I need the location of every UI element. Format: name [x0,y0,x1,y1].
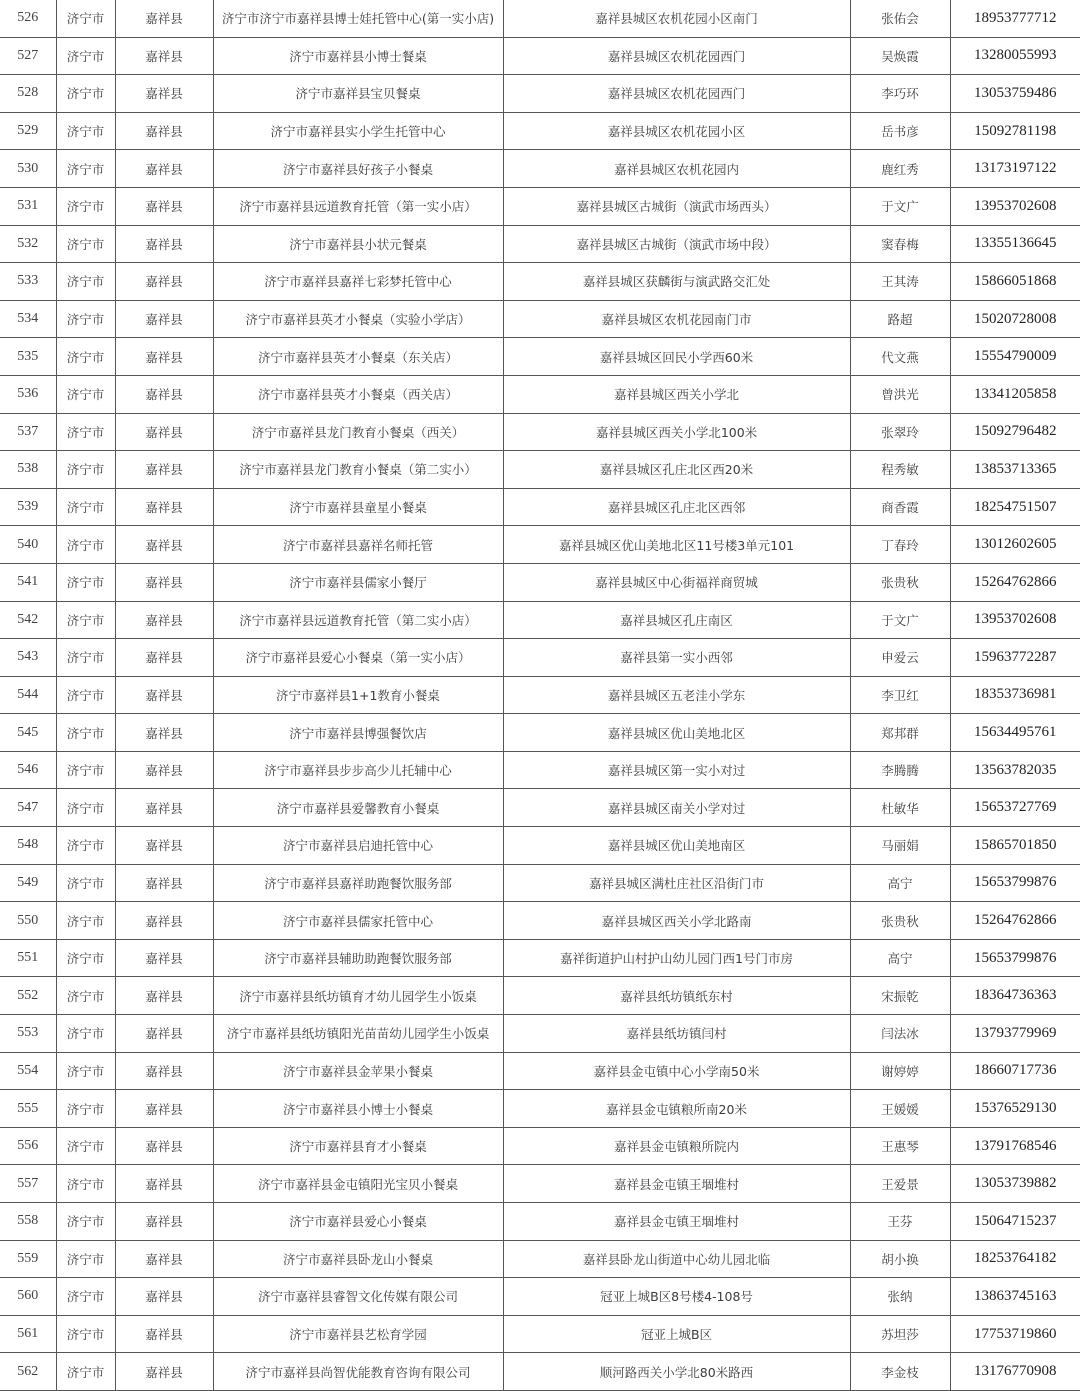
row-number: 559 [0,1240,56,1278]
phone-cell: 13791768546 [950,1127,1080,1165]
address-cell: 嘉祥县城区农机花园小区南门 [503,0,850,37]
phone-cell: 13863745163 [950,1278,1080,1316]
contact-cell: 鹿红秀 [850,150,950,188]
address-cell: 嘉祥县金屯镇粮所院内 [503,1127,850,1165]
table-row [0,563,1080,601]
contact-cell: 高宁 [850,864,950,902]
contact-cell: 马丽娟 [850,827,950,865]
row-number: 557 [0,1165,56,1203]
table-row [0,1015,1080,1053]
county-cell: 嘉祥县 [115,939,213,977]
contact-cell: 王媛媛 [850,1090,950,1128]
contact-cell: 岳书彦 [850,112,950,150]
city-cell: 济宁市 [56,488,115,526]
name-cell: 济宁市嘉祥县辅助助跑餐饮服务部 [213,939,503,977]
contact-cell: 吴焕霞 [850,37,950,75]
city-cell: 济宁市 [56,1203,115,1241]
contact-cell: 李金枝 [850,1353,950,1391]
county-cell: 嘉祥县 [115,864,213,902]
address-cell: 顺河路西关小学北80米路西 [503,1353,850,1391]
county-cell: 嘉祥县 [115,1353,213,1391]
city-cell: 济宁市 [56,338,115,376]
city-cell: 济宁市 [56,37,115,75]
phone-cell: 18353736981 [950,676,1080,714]
contact-cell: 于文广 [850,187,950,225]
name-cell: 济宁市嘉祥县金苹果小餐桌 [213,1052,503,1090]
table-row [0,1353,1080,1391]
row-number: 562 [0,1353,56,1391]
county-cell: 嘉祥县 [115,37,213,75]
city-cell: 济宁市 [56,1127,115,1165]
address-cell: 嘉祥县卧龙山街道中心幼儿园北临 [503,1240,850,1278]
address-cell: 冠亚上城B区8号楼4-108号 [503,1278,850,1316]
table-row [0,1278,1080,1316]
county-cell: 嘉祥县 [115,977,213,1015]
phone-cell: 13173197122 [950,150,1080,188]
contact-cell: 窦春梅 [850,225,950,263]
row-number: 544 [0,676,56,714]
table-row [0,939,1080,977]
county-cell: 嘉祥县 [115,413,213,451]
phone-cell: 15653727769 [950,789,1080,827]
address-cell: 嘉祥县纸坊镇纸东村 [503,977,850,1015]
row-number: 532 [0,225,56,263]
name-cell: 济宁市嘉祥县远道教育托管（第一实小店） [213,187,503,225]
phone-cell: 13053739882 [950,1165,1080,1203]
phone-cell: 13563782035 [950,751,1080,789]
city-cell: 济宁市 [56,1278,115,1316]
address-cell: 嘉祥县城区第一实小对过 [503,751,850,789]
name-cell: 济宁市嘉祥县艺松育学园 [213,1315,503,1353]
name-cell: 济宁市嘉祥县金屯镇阳光宝贝小餐桌 [213,1165,503,1203]
phone-cell: 15634495761 [950,714,1080,752]
county-cell: 嘉祥县 [115,338,213,376]
city-cell: 济宁市 [56,977,115,1015]
row-number: 542 [0,601,56,639]
contact-cell: 张纳 [850,1278,950,1316]
name-cell: 济宁市嘉祥县育才小餐桌 [213,1127,503,1165]
phone-cell: 15092796482 [950,413,1080,451]
name-cell: 济宁市嘉祥县英才小餐桌（东关店） [213,338,503,376]
row-number: 537 [0,413,56,451]
row-number: 543 [0,639,56,677]
city-cell: 济宁市 [56,864,115,902]
row-number: 529 [0,112,56,150]
phone-cell: 17753719860 [950,1315,1080,1353]
address-cell: 嘉祥县纸坊镇闫村 [503,1015,850,1053]
city-cell: 济宁市 [56,639,115,677]
phone-cell: 13953702608 [950,187,1080,225]
table-row [0,112,1080,150]
name-cell: 济宁市嘉祥县1+1教育小餐桌 [213,676,503,714]
city-cell: 济宁市 [56,563,115,601]
row-number: 536 [0,375,56,413]
phone-cell: 13280055993 [950,37,1080,75]
name-cell: 济宁市嘉祥县步步高少儿托辅中心 [213,751,503,789]
city-cell: 济宁市 [56,413,115,451]
city-cell: 济宁市 [56,1052,115,1090]
county-cell: 嘉祥县 [115,526,213,564]
name-cell: 济宁市嘉祥县嘉祥助跑餐饮服务部 [213,864,503,902]
row-number: 561 [0,1315,56,1353]
city-cell: 济宁市 [56,902,115,940]
city-cell: 济宁市 [56,75,115,113]
county-cell: 嘉祥县 [115,375,213,413]
table-row [0,1127,1080,1165]
phone-cell: 15653799876 [950,939,1080,977]
phone-cell: 13853713365 [950,451,1080,489]
county-cell: 嘉祥县 [115,1165,213,1203]
row-number: 556 [0,1127,56,1165]
name-cell: 济宁市嘉祥县英才小餐桌（实验小学店） [213,300,503,338]
county-cell: 嘉祥县 [115,451,213,489]
row-number: 550 [0,902,56,940]
table-row [0,263,1080,301]
address-cell: 嘉祥县城区优山美地北区 [503,714,850,752]
phone-cell: 15264762866 [950,563,1080,601]
contact-cell: 张佑会 [850,0,950,37]
row-number: 541 [0,563,56,601]
city-cell: 济宁市 [56,1165,115,1203]
phone-cell: 13953702608 [950,601,1080,639]
row-number: 558 [0,1203,56,1241]
phone-cell: 15865701850 [950,827,1080,865]
address-cell: 嘉祥县城区农机花园小区 [503,112,850,150]
phone-cell: 18660717736 [950,1052,1080,1090]
row-number: 533 [0,263,56,301]
table-row [0,75,1080,113]
row-number: 526 [0,0,56,37]
phone-cell: 15376529130 [950,1090,1080,1128]
city-cell: 济宁市 [56,112,115,150]
table-row [0,300,1080,338]
address-cell: 嘉祥县城区优山美地北区11号楼3单元101 [503,526,850,564]
contact-cell: 闫法冰 [850,1015,950,1053]
phone-cell: 15092781198 [950,112,1080,150]
name-cell: 济宁市嘉祥县爱心小餐桌（第一实小店） [213,639,503,677]
phone-cell: 15064715237 [950,1203,1080,1241]
contact-cell: 申爱云 [850,639,950,677]
row-number: 528 [0,75,56,113]
table-row [0,0,1080,37]
name-cell: 济宁市嘉祥县儒家小餐厅 [213,563,503,601]
table-row [0,1090,1080,1128]
table-row [0,1165,1080,1203]
name-cell: 济宁市嘉祥县英才小餐桌（西关店） [213,375,503,413]
county-cell: 嘉祥县 [115,902,213,940]
city-cell: 济宁市 [56,451,115,489]
table-row [0,1203,1080,1241]
address-cell: 嘉祥县城区孔庄北区西邻 [503,488,850,526]
city-cell: 济宁市 [56,1240,115,1278]
table-row [0,37,1080,75]
county-cell: 嘉祥县 [115,187,213,225]
row-number: 530 [0,150,56,188]
phone-cell: 13341205858 [950,375,1080,413]
name-cell: 济宁市嘉祥县远道教育托管（第二实小店） [213,601,503,639]
county-cell: 嘉祥县 [115,1052,213,1090]
county-cell: 嘉祥县 [115,751,213,789]
contact-cell: 谢婷婷 [850,1052,950,1090]
city-cell: 济宁市 [56,187,115,225]
county-cell: 嘉祥县 [115,263,213,301]
address-cell: 嘉祥县城区回民小学西60米 [503,338,850,376]
contact-cell: 程秀敏 [850,451,950,489]
address-cell: 嘉祥县城区中心街福祥商贸城 [503,563,850,601]
county-cell: 嘉祥县 [115,563,213,601]
address-cell: 嘉祥县城区优山美地南区 [503,827,850,865]
contact-cell: 王其涛 [850,263,950,301]
city-cell: 济宁市 [56,827,115,865]
contact-cell: 于文广 [850,601,950,639]
address-cell: 嘉祥县城区孔庄南区 [503,601,850,639]
county-cell: 嘉祥县 [115,1278,213,1316]
contact-cell: 李巧环 [850,75,950,113]
county-cell: 嘉祥县 [115,676,213,714]
county-cell: 嘉祥县 [115,714,213,752]
table-row [0,488,1080,526]
city-cell: 济宁市 [56,0,115,37]
phone-cell: 13012602605 [950,526,1080,564]
phone-cell: 15963772287 [950,639,1080,677]
row-number: 553 [0,1015,56,1053]
address-cell: 嘉祥县城区农机花园内 [503,150,850,188]
name-cell: 济宁市嘉祥县博强餐饮店 [213,714,503,752]
name-cell: 济宁市嘉祥县龙门教育小餐桌（第二实小） [213,451,503,489]
phone-cell: 15264762866 [950,902,1080,940]
address-cell: 嘉祥县城区五老洼小学东 [503,676,850,714]
table-row [0,864,1080,902]
contact-cell: 商香霞 [850,488,950,526]
name-cell: 济宁市嘉祥县好孩子小餐桌 [213,150,503,188]
name-cell: 济宁市嘉祥县嘉祥七彩梦托管中心 [213,263,503,301]
contact-cell: 路超 [850,300,950,338]
table-row [0,751,1080,789]
phone-cell: 15554790009 [950,338,1080,376]
row-number: 555 [0,1090,56,1128]
contact-cell: 高宁 [850,939,950,977]
name-cell: 济宁市嘉祥县龙门教育小餐桌（西关） [213,413,503,451]
row-number: 527 [0,37,56,75]
address-cell: 嘉祥县城区南关小学对过 [503,789,850,827]
row-number: 551 [0,939,56,977]
name-cell: 济宁市济宁市嘉祥县博士娃托管中心(第一实小店) [213,0,503,37]
row-number: 538 [0,451,56,489]
address-cell: 嘉祥街道护山村护山幼儿园门西1号门市房 [503,939,850,977]
county-cell: 嘉祥县 [115,488,213,526]
table-row [0,601,1080,639]
contact-cell: 王爱景 [850,1165,950,1203]
contact-cell: 宋振乾 [850,977,950,1015]
name-cell: 济宁市嘉祥县卧龙山小餐桌 [213,1240,503,1278]
phone-cell: 15020728008 [950,300,1080,338]
address-cell: 嘉祥县金屯镇中心小学南50米 [503,1052,850,1090]
name-cell: 济宁市嘉祥县纸坊镇阳光苗苗幼儿园学生小饭桌 [213,1015,503,1053]
phone-cell: 18253764182 [950,1240,1080,1278]
contact-cell: 杜敏华 [850,789,950,827]
contact-cell: 苏坦莎 [850,1315,950,1353]
name-cell: 济宁市嘉祥县小博士小餐桌 [213,1090,503,1128]
city-cell: 济宁市 [56,751,115,789]
contact-cell: 曾洪光 [850,375,950,413]
city-cell: 济宁市 [56,1090,115,1128]
name-cell: 济宁市嘉祥县小博士餐桌 [213,37,503,75]
address-cell: 嘉祥县城区西关小学北100米 [503,413,850,451]
name-cell: 济宁市嘉祥县嘉祥名师托管 [213,526,503,564]
table-row [0,413,1080,451]
table-row [0,902,1080,940]
contact-cell: 李卫红 [850,676,950,714]
row-number: 531 [0,187,56,225]
name-cell: 济宁市嘉祥县实小学生托管中心 [213,112,503,150]
city-cell: 济宁市 [56,225,115,263]
table-row [0,451,1080,489]
contact-cell: 张翠玲 [850,413,950,451]
table-row [0,225,1080,263]
county-cell: 嘉祥县 [115,639,213,677]
county-cell: 嘉祥县 [115,225,213,263]
contact-cell: 郑邦群 [850,714,950,752]
county-cell: 嘉祥县 [115,1315,213,1353]
address-cell: 嘉祥县城区西关小学北 [503,375,850,413]
phone-cell: 18364736363 [950,977,1080,1015]
county-cell: 嘉祥县 [115,75,213,113]
contact-cell: 李腾腾 [850,751,950,789]
table-row [0,789,1080,827]
address-cell: 嘉祥县城区孔庄北区西20米 [503,451,850,489]
table-row [0,187,1080,225]
address-cell: 嘉祥县金屯镇王堌堆村 [503,1165,850,1203]
table-row [0,150,1080,188]
name-cell: 济宁市嘉祥县睿智文化传媒有限公司 [213,1278,503,1316]
address-cell: 嘉祥县城区西关小学北路南 [503,902,850,940]
county-cell: 嘉祥县 [115,1127,213,1165]
row-number: 549 [0,864,56,902]
table-row [0,827,1080,865]
city-cell: 济宁市 [56,300,115,338]
row-number: 554 [0,1052,56,1090]
row-number: 560 [0,1278,56,1316]
contact-cell: 王芬 [850,1203,950,1241]
contact-cell: 胡小换 [850,1240,950,1278]
city-cell: 济宁市 [56,375,115,413]
table-row [0,639,1080,677]
city-cell: 济宁市 [56,1315,115,1353]
county-cell: 嘉祥县 [115,0,213,37]
county-cell: 嘉祥县 [115,300,213,338]
row-number: 534 [0,300,56,338]
address-cell: 嘉祥县城区满杜庄社区沿街门市 [503,864,850,902]
phone-cell: 15866051868 [950,263,1080,301]
city-cell: 济宁市 [56,263,115,301]
name-cell: 济宁市嘉祥县爱馨教育小餐桌 [213,789,503,827]
row-number: 552 [0,977,56,1015]
city-cell: 济宁市 [56,601,115,639]
name-cell: 济宁市嘉祥县纸坊镇育才幼儿园学生小饭桌 [213,977,503,1015]
address-cell: 冠亚上城B区 [503,1315,850,1353]
table-row [0,1315,1080,1353]
row-number: 548 [0,827,56,865]
name-cell: 济宁市嘉祥县童星小餐桌 [213,488,503,526]
table-row [0,338,1080,376]
city-cell: 济宁市 [56,526,115,564]
name-cell: 济宁市嘉祥县小状元餐桌 [213,225,503,263]
county-cell: 嘉祥县 [115,1015,213,1053]
county-cell: 嘉祥县 [115,827,213,865]
table-row [0,676,1080,714]
row-number: 545 [0,714,56,752]
address-cell: 嘉祥县金屯镇王堌堆村 [503,1203,850,1241]
name-cell: 济宁市嘉祥县尚智优能教育咨询有限公司 [213,1353,503,1391]
row-number: 547 [0,789,56,827]
contact-cell: 王惠琴 [850,1127,950,1165]
city-cell: 济宁市 [56,714,115,752]
name-cell: 济宁市嘉祥县爱心小餐桌 [213,1203,503,1241]
table-row [0,526,1080,564]
city-cell: 济宁市 [56,1353,115,1391]
phone-cell: 18953777712 [950,0,1080,37]
table-row [0,375,1080,413]
county-cell: 嘉祥县 [115,150,213,188]
address-cell: 嘉祥县城区农机花园西门 [503,37,850,75]
contact-cell: 张贵秋 [850,563,950,601]
city-cell: 济宁市 [56,1015,115,1053]
table-row [0,714,1080,752]
address-cell: 嘉祥县城区古城街（演武市场中段） [503,225,850,263]
address-cell: 嘉祥县城区农机花园西门 [503,75,850,113]
county-cell: 嘉祥县 [115,1090,213,1128]
name-cell: 济宁市嘉祥县宝贝餐桌 [213,75,503,113]
address-cell: 嘉祥县城区获麟街与演武路交汇处 [503,263,850,301]
phone-cell: 13793779969 [950,1015,1080,1053]
city-cell: 济宁市 [56,676,115,714]
table-row [0,977,1080,1015]
table-row [0,1240,1080,1278]
name-cell: 济宁市嘉祥县儒家托管中心 [213,902,503,940]
county-cell: 嘉祥县 [115,112,213,150]
row-number: 540 [0,526,56,564]
county-cell: 嘉祥县 [115,601,213,639]
phone-cell: 13053759486 [950,75,1080,113]
address-cell: 嘉祥县金屯镇粮所南20米 [503,1090,850,1128]
address-cell: 嘉祥县城区农机花园南门市 [503,300,850,338]
city-cell: 济宁市 [56,939,115,977]
county-cell: 嘉祥县 [115,1203,213,1241]
table-row [0,1052,1080,1090]
name-cell: 济宁市嘉祥县启迪托管中心 [213,827,503,865]
row-number: 539 [0,488,56,526]
contact-cell: 丁春玲 [850,526,950,564]
county-cell: 嘉祥县 [115,789,213,827]
county-cell: 嘉祥县 [115,1240,213,1278]
city-cell: 济宁市 [56,789,115,827]
row-number: 535 [0,338,56,376]
phone-cell: 15653799876 [950,864,1080,902]
phone-cell: 13355136645 [950,225,1080,263]
row-number: 546 [0,751,56,789]
phone-cell: 18254751507 [950,488,1080,526]
address-cell: 嘉祥县城区古城街（演武市场西头） [503,187,850,225]
contact-cell: 张贵秋 [850,902,950,940]
phone-cell: 13176770908 [950,1353,1080,1391]
city-cell: 济宁市 [56,150,115,188]
contact-cell: 代文燕 [850,338,950,376]
address-cell: 嘉祥县第一实小西邻 [503,639,850,677]
